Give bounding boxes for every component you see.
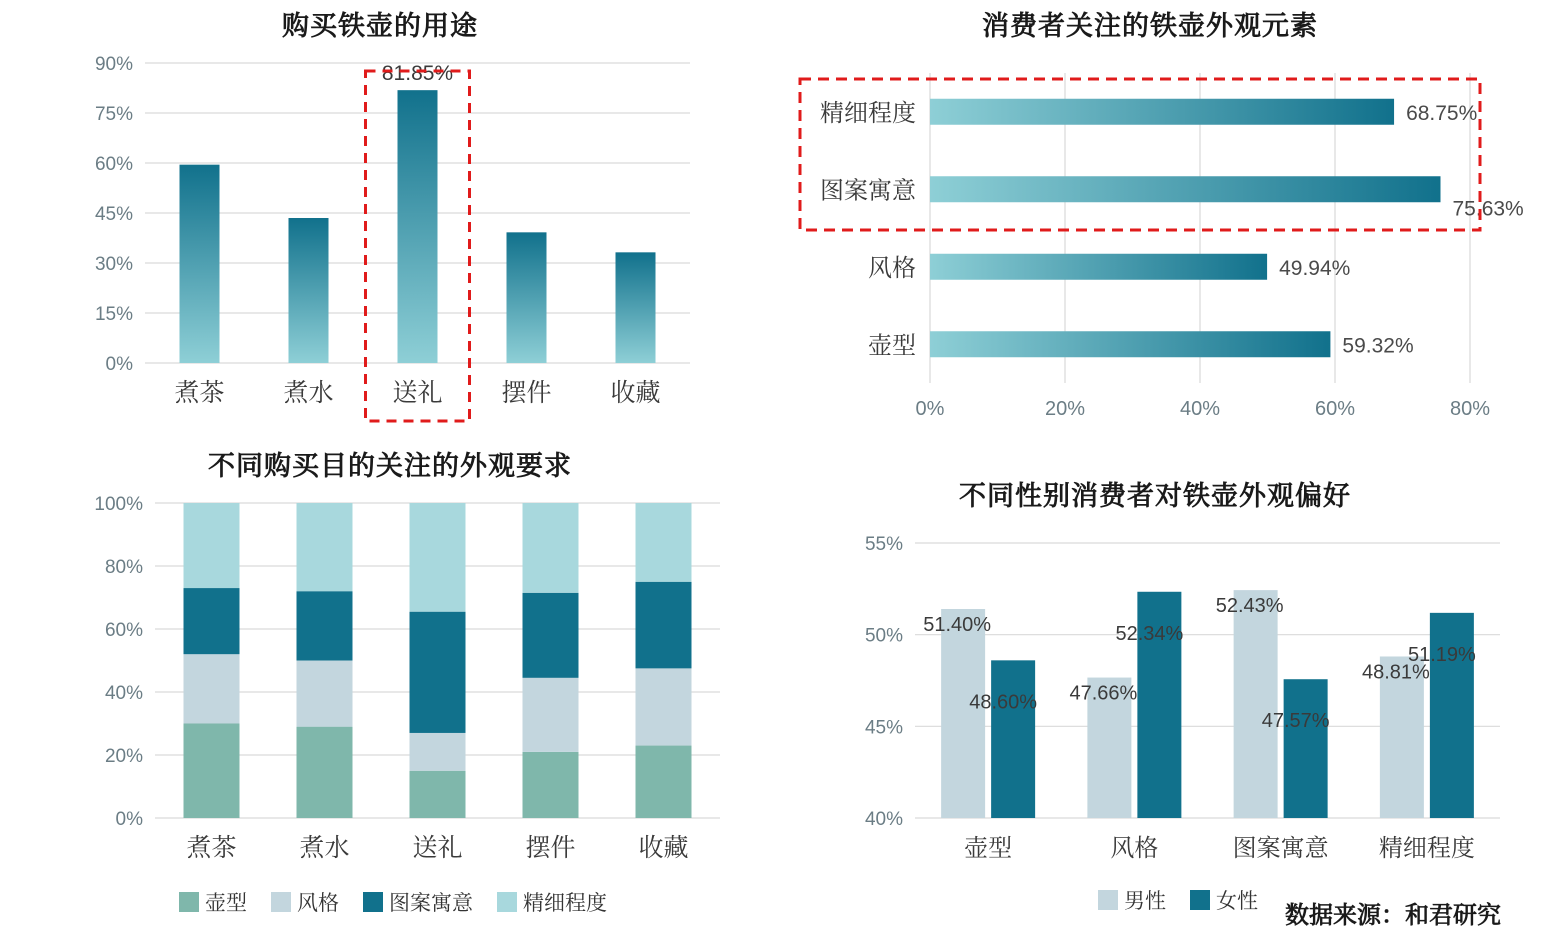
- stacked-segment: [184, 654, 240, 723]
- y-tick-label: 80%: [104, 557, 143, 578]
- chart-stacked-title: 不同购买目的关注的外观要求: [208, 451, 572, 481]
- chart-appearance-title: 消费者关注的铁壶外观元素: [982, 11, 1318, 41]
- legend-swatch: [271, 892, 291, 912]
- x-tick-label: 0%: [915, 398, 945, 420]
- y-tick-label: 15%: [94, 304, 133, 325]
- bar-value-label: 51.40%: [923, 614, 992, 636]
- stacked-segment: [184, 503, 240, 588]
- legend-item[interactable]: [179, 887, 247, 917]
- y-category-label: 图案寓意: [820, 178, 916, 205]
- legend-label: 男性: [1124, 889, 1166, 913]
- x-tick-label: 60%: [1314, 398, 1356, 420]
- x-category-label: 收藏: [610, 380, 661, 407]
- bar: [289, 218, 329, 363]
- legend-item[interactable]: [1190, 885, 1258, 915]
- bar-value-label: 48.81%: [1361, 661, 1430, 684]
- bar-value-label: 59.32%: [1342, 334, 1414, 358]
- y-tick-label: 45%: [94, 204, 133, 225]
- bar: [941, 609, 985, 818]
- x-category-label: 风格: [1110, 836, 1159, 862]
- chart-stacked-legend: [60, 887, 740, 917]
- y-tick-label: 50%: [864, 625, 903, 647]
- y-tick-label: 90%: [94, 54, 133, 75]
- legend-swatch: [1190, 890, 1210, 910]
- y-category-label: 壶型: [868, 333, 916, 360]
- stacked-segment: [410, 503, 466, 612]
- bar: [616, 252, 656, 363]
- stacked-segment: [636, 503, 692, 582]
- bar-value-label: 47.57%: [1261, 710, 1330, 733]
- y-tick-label: 40%: [864, 809, 903, 830]
- chart-purpose-title: 购买铁壶的用途: [282, 11, 478, 41]
- x-tick-label: 80%: [1449, 398, 1491, 420]
- y-tick-label: 45%: [864, 717, 903, 739]
- legend-item[interactable]: [271, 887, 339, 917]
- chart-gender-title: 不同性别消费者对铁壶外观偏好: [959, 481, 1351, 511]
- stacked-segment: [297, 727, 353, 818]
- stacked-segment: [297, 591, 353, 660]
- x-category-label: 壶型: [964, 836, 1013, 862]
- legend-swatch: [497, 892, 517, 912]
- bar-value-label: 75.63%: [1452, 197, 1524, 221]
- stacked-segment: [636, 668, 692, 745]
- x-category-label: 收藏: [638, 835, 689, 862]
- bar: [930, 176, 1441, 202]
- legend-item[interactable]: [363, 887, 473, 917]
- chart-appearance-svg: [790, 43, 1530, 453]
- x-category-label: 送礼: [392, 380, 443, 407]
- x-category-label: 精细程度: [1378, 836, 1475, 862]
- bar-value-label: 52.43%: [1215, 595, 1284, 618]
- x-category-label: 摆件: [525, 835, 576, 862]
- y-tick-label: 100%: [94, 494, 143, 515]
- chart-purpose-svg: [70, 43, 730, 433]
- x-category-label: 煮茶: [186, 835, 237, 862]
- bar: [398, 90, 438, 363]
- x-category-label: 煮水: [299, 835, 350, 862]
- legend-label: 壶型: [205, 891, 247, 915]
- stacked-segment: [410, 733, 466, 771]
- legend-label: 精细程度: [523, 891, 607, 915]
- stacked-segment: [184, 588, 240, 654]
- bar-value-label: 47.66%: [1069, 682, 1138, 705]
- stacked-segment: [523, 593, 579, 678]
- legend-label: 图案寓意: [389, 891, 473, 915]
- legend-swatch: [363, 892, 383, 912]
- source-note: 数据来源：和君研究: [1285, 903, 1501, 929]
- y-tick-label: 20%: [104, 746, 143, 767]
- x-category-label: 煮茶: [174, 380, 225, 407]
- chart-gender-svg: [800, 513, 1530, 883]
- bar: [930, 99, 1394, 125]
- legend-label: 风格: [297, 891, 339, 915]
- bar-value-label: 68.75%: [1406, 101, 1478, 125]
- stacked-segment: [297, 661, 353, 727]
- stacked-segment: [184, 724, 240, 819]
- chart-stacked-panel: [60, 440, 740, 940]
- bar: [930, 331, 1330, 357]
- bar: [1234, 590, 1278, 818]
- chart-appearance-panel: [790, 0, 1530, 450]
- bar: [1284, 679, 1328, 818]
- legend-item[interactable]: [1098, 885, 1166, 915]
- y-category-label: 精细程度: [820, 100, 916, 127]
- legend-label: 女性: [1216, 889, 1258, 913]
- bar-value-label: 81.85%: [381, 62, 454, 86]
- x-category-label: 摆件: [501, 380, 552, 407]
- y-tick-label: 40%: [104, 683, 143, 704]
- bar: [991, 660, 1035, 818]
- bar: [180, 165, 220, 363]
- bar: [930, 254, 1267, 280]
- legend-swatch: [1098, 890, 1118, 910]
- bar: [507, 232, 547, 363]
- legend-item[interactable]: [497, 887, 607, 917]
- stacked-segment: [410, 771, 466, 818]
- chart-purpose-panel: [70, 0, 730, 430]
- x-category-label: 送礼: [412, 835, 463, 862]
- bar-value-label: 51.19%: [1407, 643, 1476, 666]
- stacked-segment: [636, 746, 692, 818]
- stacked-segment: [636, 582, 692, 669]
- legend-swatch: [179, 892, 199, 912]
- chart-gender-panel: [800, 470, 1530, 930]
- stacked-segment: [523, 503, 579, 593]
- chart-stacked-svg: [60, 483, 740, 883]
- y-tick-label: 75%: [94, 104, 133, 125]
- stacked-segment: [523, 752, 579, 818]
- y-tick-label: 60%: [94, 154, 133, 175]
- bar-value-label: 52.34%: [1115, 622, 1184, 645]
- bar-value-label: 48.60%: [969, 691, 1038, 714]
- x-category-label: 图案寓意: [1232, 836, 1329, 862]
- stacked-segment: [297, 503, 353, 591]
- y-tick-label: 0%: [115, 809, 143, 830]
- y-tick-label: 55%: [864, 534, 903, 555]
- x-category-label: 煮水: [283, 380, 334, 407]
- y-tick-label: 60%: [104, 620, 143, 641]
- y-category-label: 风格: [868, 255, 916, 282]
- bar-value-label: 49.94%: [1279, 256, 1351, 280]
- stacked-segment: [523, 678, 579, 752]
- x-tick-label: 40%: [1179, 398, 1221, 420]
- y-tick-label: 30%: [94, 254, 133, 275]
- x-tick-label: 20%: [1044, 398, 1086, 420]
- stacked-segment: [410, 612, 466, 733]
- y-tick-label: 0%: [105, 354, 133, 375]
